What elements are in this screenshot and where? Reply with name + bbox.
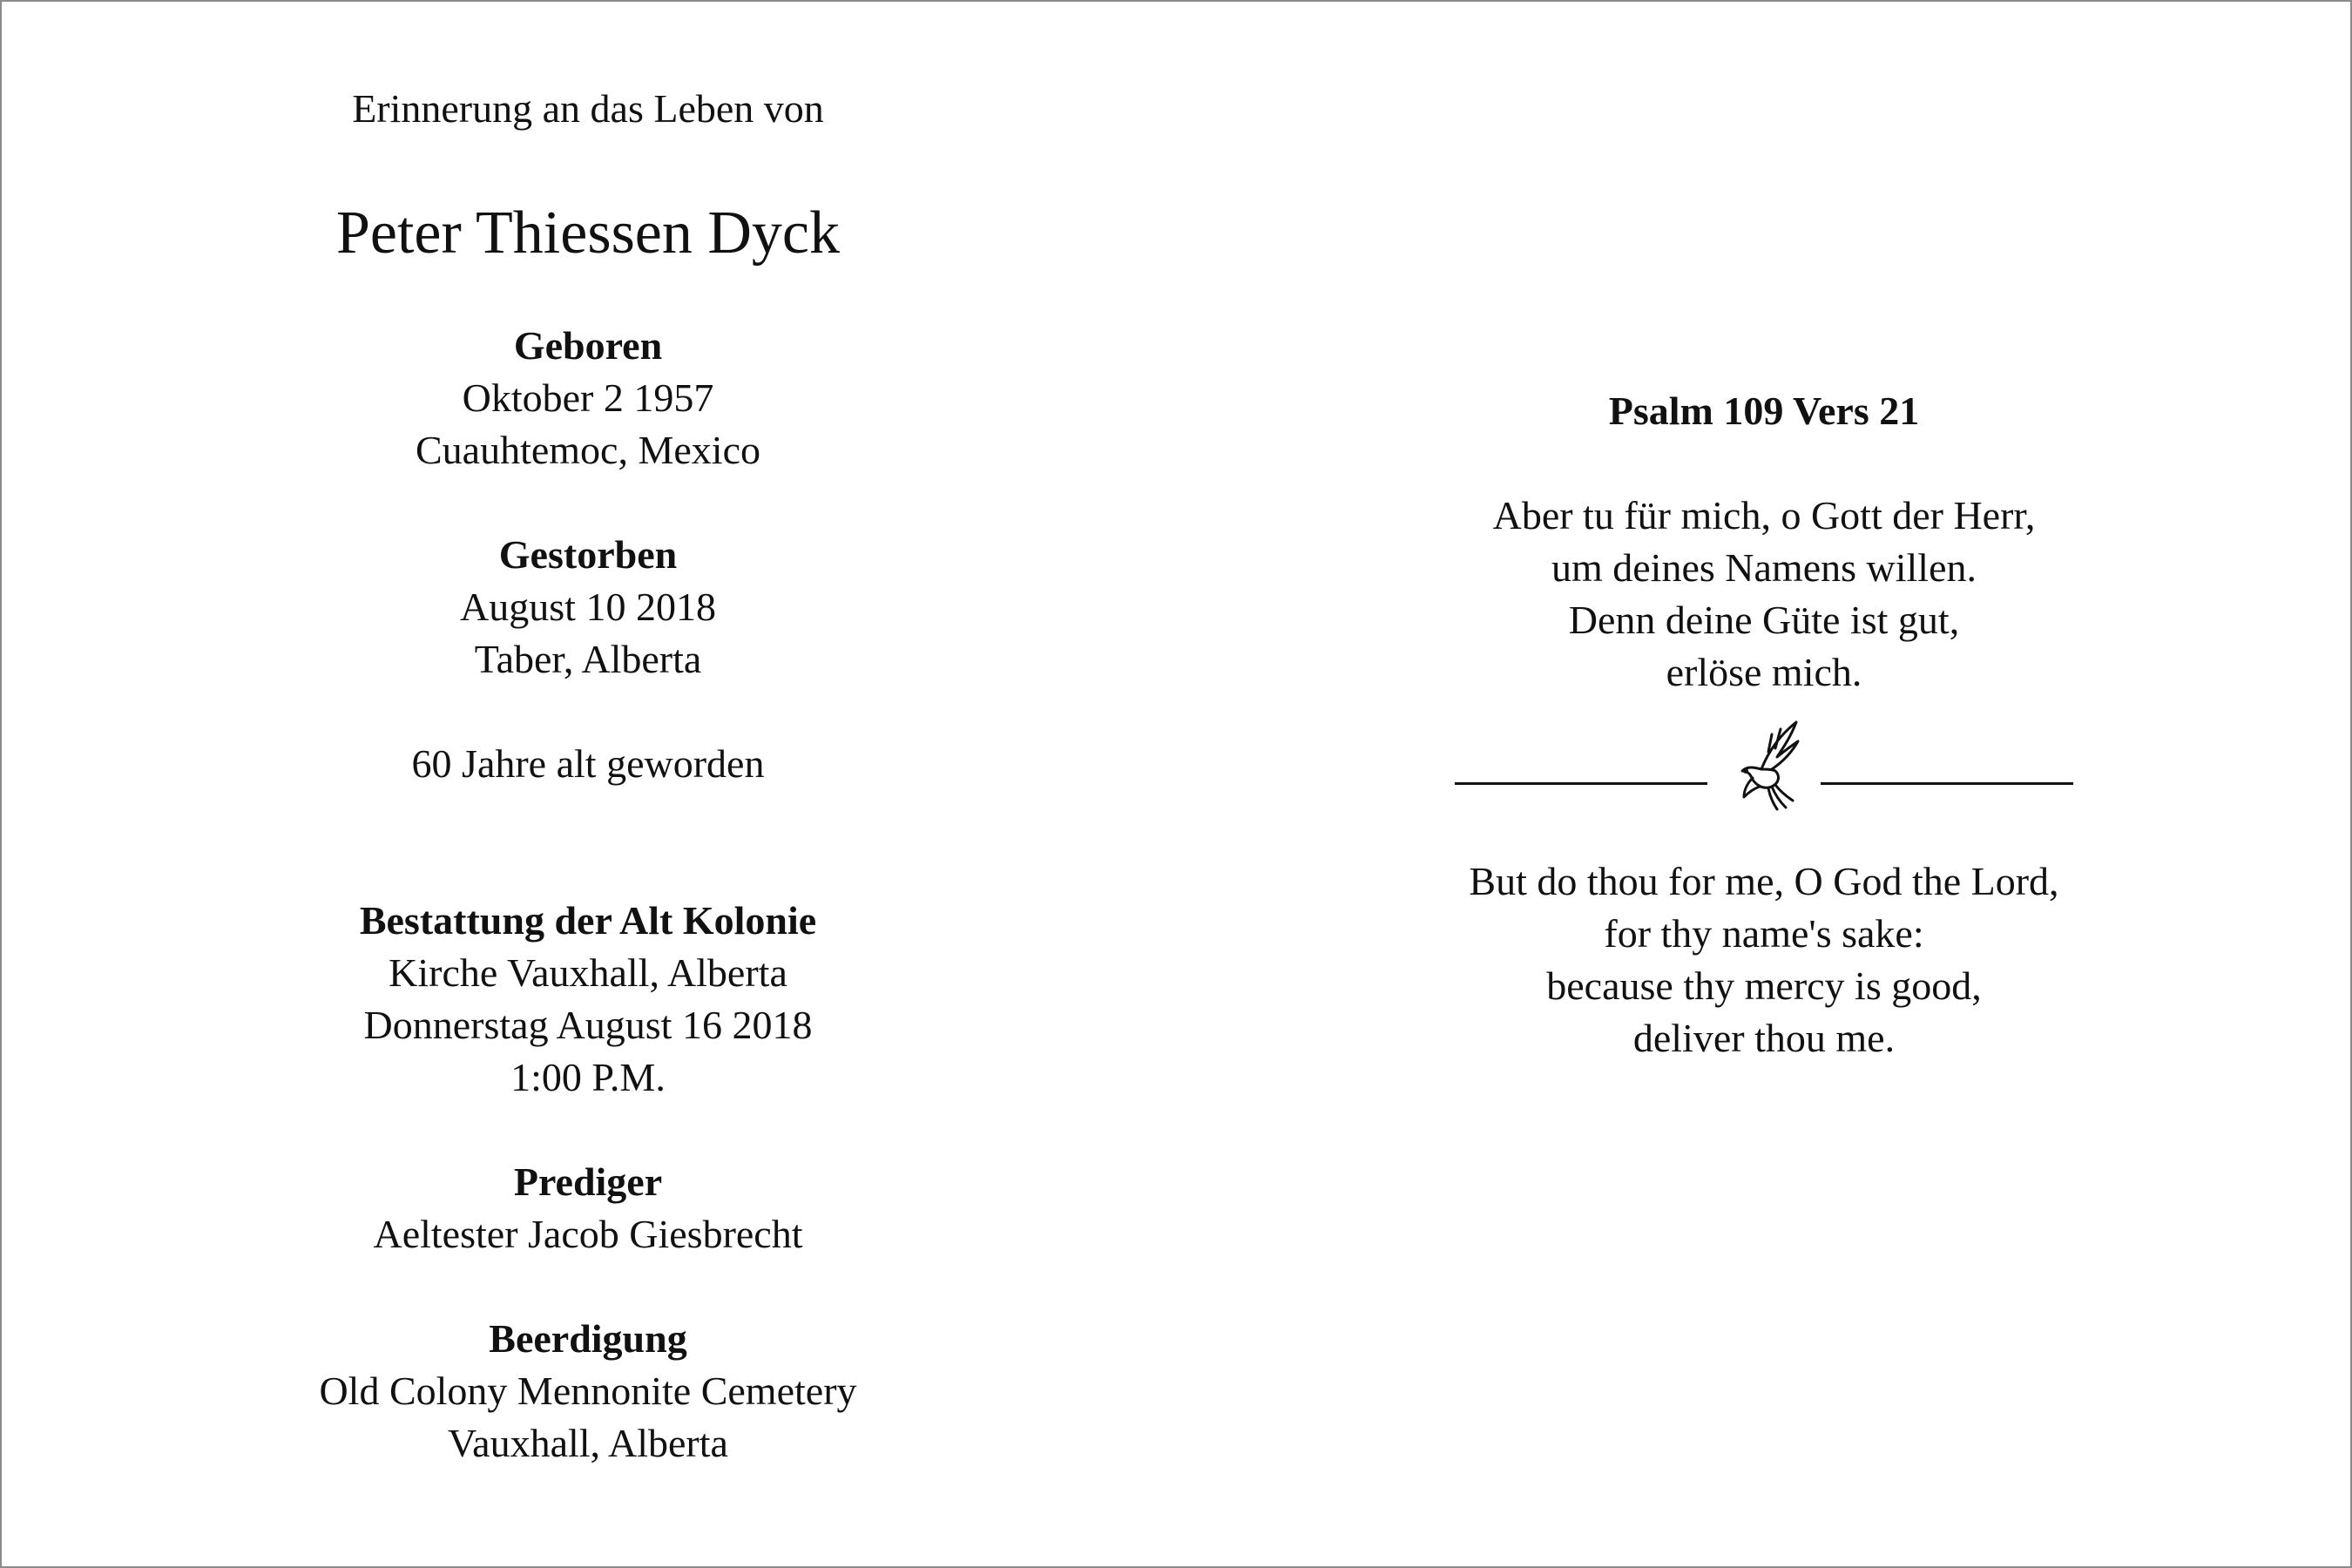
died-heading: Gestorben [498,532,678,577]
burial-heading: Beerdigung [489,1316,687,1361]
english-verse-line: deliver thou me. [1632,1016,1896,1060]
divider-rule-right [1821,782,2073,785]
funeral-heading: Bestattung der Alt Kolonie [359,898,817,943]
deceased-name: Peter Thiessen Dyck [335,199,840,267]
burial-city: Vauxhall, Alberta [448,1421,728,1465]
minister-heading: Prediger [513,1159,663,1204]
german-verse-line: Aber tu für mich, o Gott der Herr, [1492,493,2036,537]
minister-name: Aeltester Jacob Giesbrecht [373,1212,803,1256]
born-place: Cuauhtemoc, Mexico [415,428,760,472]
german-verse-line: erlöse mich. [1666,650,1862,694]
age-text: 60 Jahre alt geworden [411,741,765,786]
english-verse-line: for thy name's sake: [1604,911,1924,956]
funeral-place: Kirche Vauxhall, Alberta [389,950,787,995]
german-verse-line: Denn deine Güte ist gut, [1568,598,1960,642]
english-verse-line: because thy mercy is good, [1546,963,1982,1008]
born-date: Oktober 2 1957 [462,375,714,420]
divider-rule-left [1455,782,1707,785]
verse-reference: Psalm 109 Vers 21 [1608,389,1920,433]
funeral-date: Donnerstag August 16 2018 [363,1003,813,1047]
born-heading: Geboren [513,323,663,368]
died-place: Taber, Alberta [474,637,702,681]
ornamental-divider [1328,714,2200,819]
intro-text: Erinnerung an das Leben von [352,86,824,131]
died-date: August 10 2018 [460,585,716,629]
german-verse-line: um deines Namens willen. [1551,545,1977,590]
funeral-time: 1:00 P.M. [510,1055,666,1099]
burial-place: Old Colony Mennonite Cemetery [319,1369,857,1413]
dove-icon [1734,717,1803,813]
english-verse-line: But do thou for me, O God the Lord, [1469,859,2059,903]
